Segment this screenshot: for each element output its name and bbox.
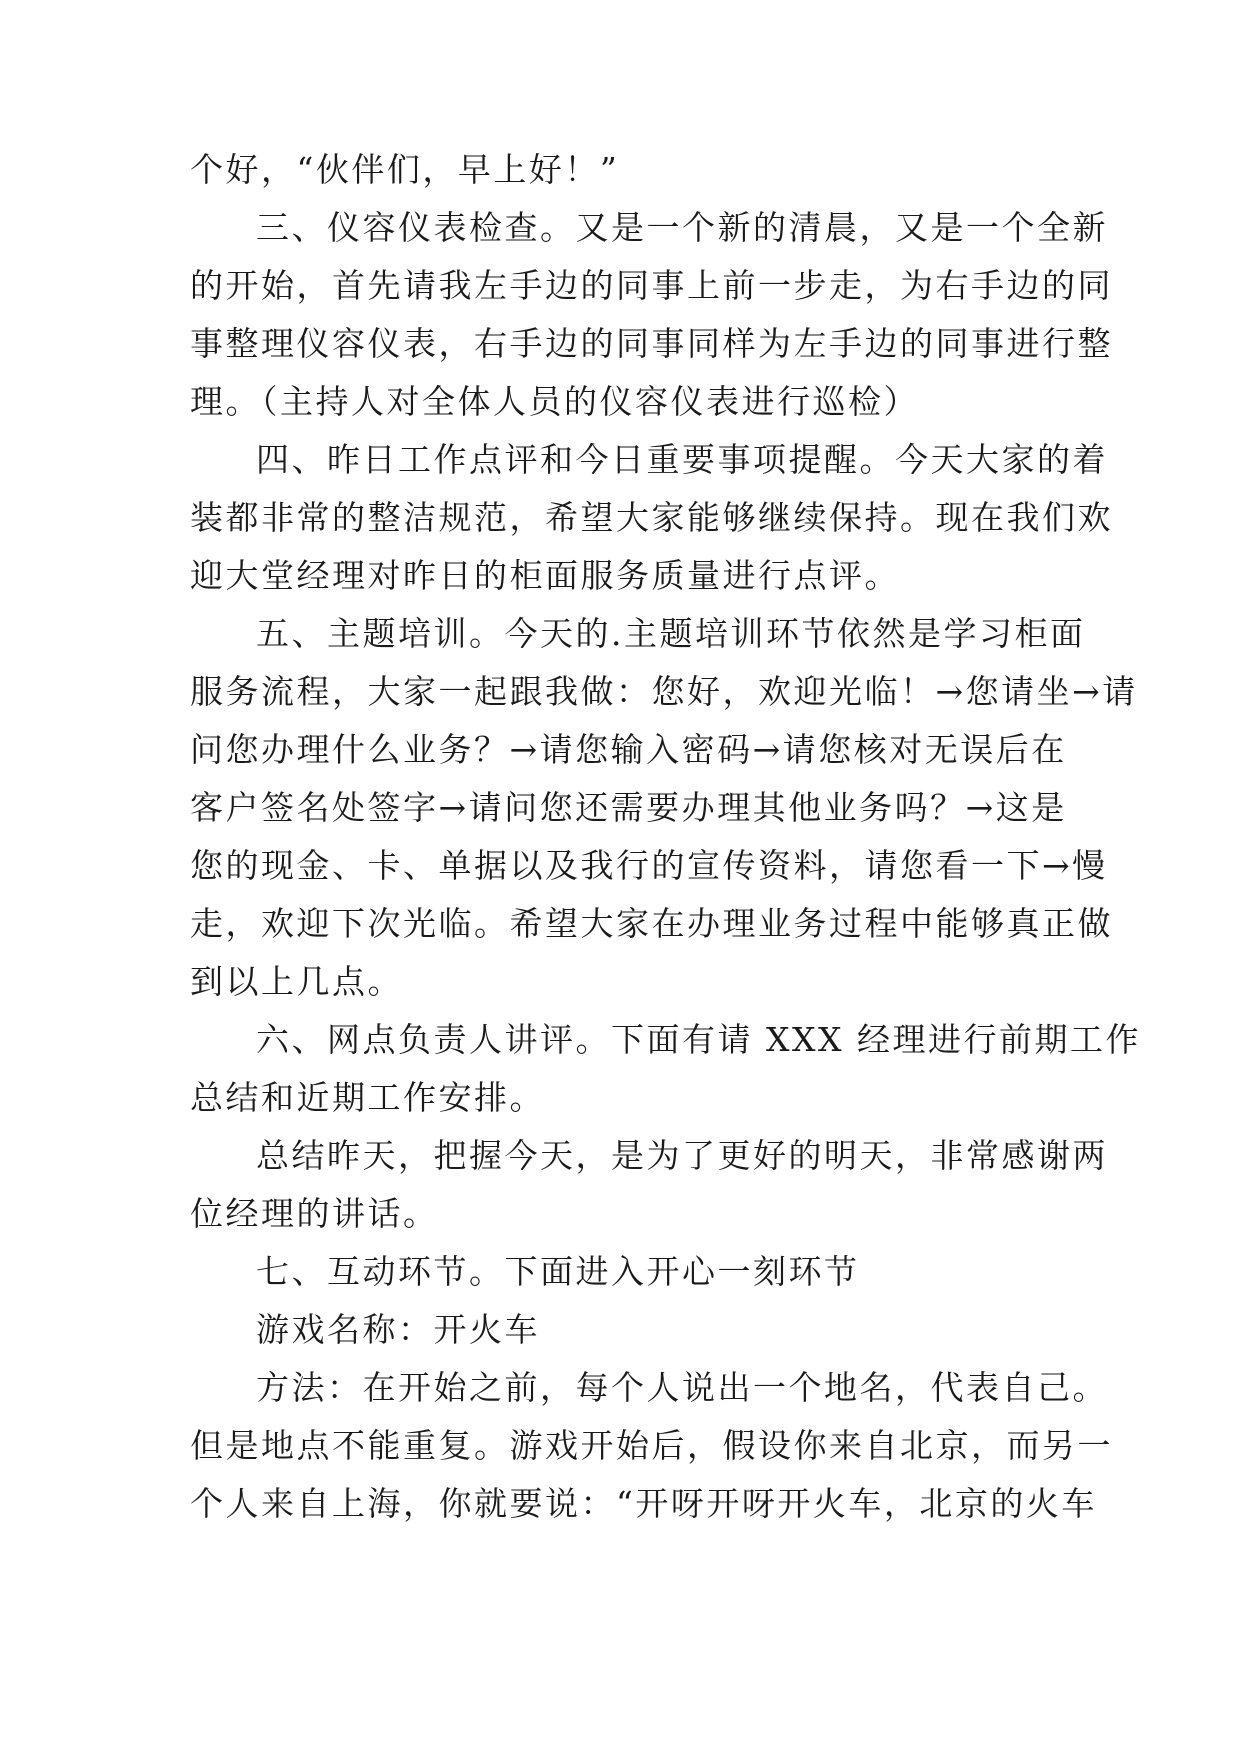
- text-line: 位经理的讲话。: [190, 1194, 439, 1233]
- text-line: 到以上几点。: [190, 962, 403, 1001]
- text-line: 个好，“伙伴们，早上好！”: [190, 150, 620, 189]
- text-line: 迎大堂经理对昨日的柜面服务质量进行点评。: [190, 556, 900, 595]
- section-7-heading-line: 七、互动环节。下面进入开心一刻环节: [256, 1252, 860, 1291]
- text-line: 个人来自上海，你就要说：“开呀开呀开火车，北京的火车: [190, 1484, 1097, 1523]
- text-line: 客户签名处签字→请问您还需要办理其他业务吗？→这是: [190, 788, 1067, 827]
- text-line: 您的现金、卡、单据以及我行的宣传资料，请您看一下→慢: [190, 846, 1108, 885]
- game-method-line: 方法：在开始之前，每个人说出一个地名，代表自己。: [256, 1368, 1108, 1407]
- text-line: 问您办理什么业务？→请您输入密码→请您核对无误后在: [190, 730, 1067, 769]
- text-line: 服务流程，大家一起跟我做：您好，欢迎光临！→您请坐→请: [190, 672, 1138, 711]
- section-5-heading-line: 五、主题培训。今天的.主题培训环节依然是学习柜面: [256, 614, 1086, 653]
- game-name-line: 游戏名称：开火车: [256, 1310, 540, 1349]
- text-line: 但是地点不能重复。游戏开始后，假设你来自北京，而另一: [190, 1426, 1113, 1465]
- section-6-heading-line: 六、网点负责人讲评。下面有请 XXX 经理进行前期工作: [256, 1020, 1141, 1059]
- section-3-heading-line: 三、仪容仪表检查。又是一个新的清晨，又是一个全新: [256, 208, 1108, 247]
- text-line: 理。（主持人对全体人员的仪容仪表进行巡检）: [190, 382, 919, 421]
- text-line: 事整理仪容仪表，右手边的同事同样为左手边的同事进行整: [190, 324, 1113, 363]
- text-line: 总结和近期工作安排。: [190, 1078, 545, 1117]
- text-line: 走，欢迎下次光临。希望大家在办理业务过程中能够真正做: [190, 904, 1113, 943]
- text-line: 总结昨天，把握今天，是为了更好的明天，非常感谢两: [256, 1136, 1108, 1175]
- text-line: 装都非常的整洁规范，希望大家能够继续保持。现在我们欢: [190, 498, 1113, 537]
- text-line: 的开始，首先请我左手边的同事上前一步走，为右手边的同: [190, 266, 1113, 305]
- section-4-heading-line: 四、昨日工作点评和今日重要事项提醒。今天大家的着: [256, 440, 1108, 479]
